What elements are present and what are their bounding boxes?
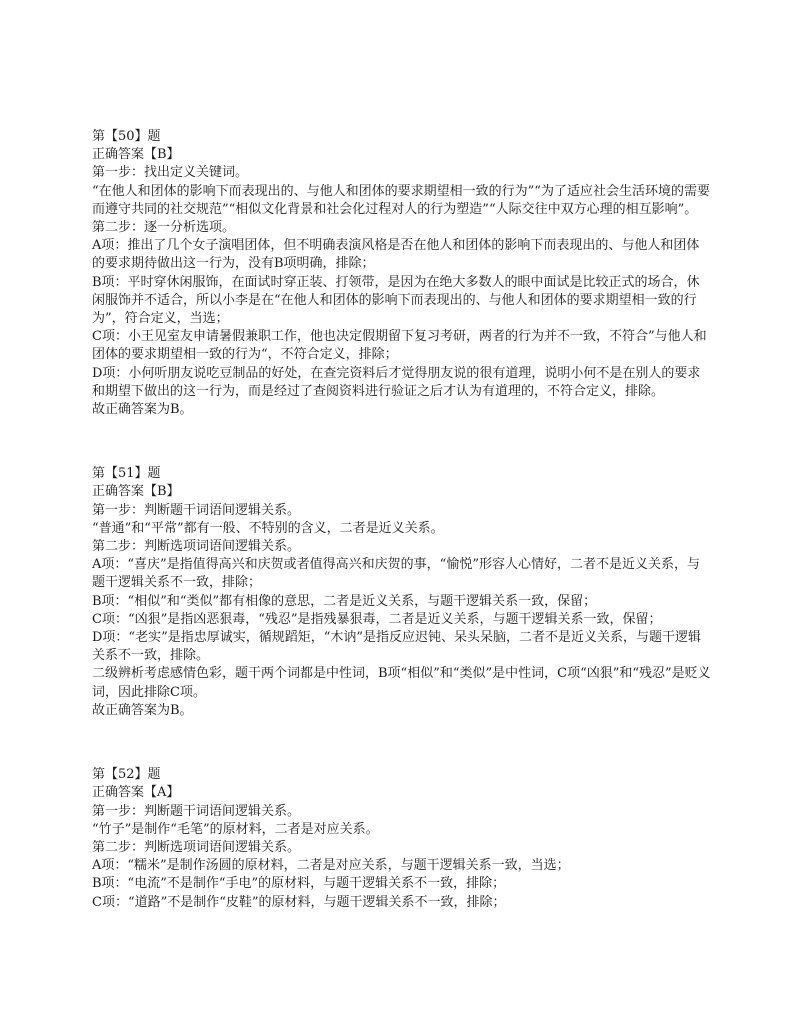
explanation-line: 第一步：判断题干词语间逻辑关系。 [92, 803, 301, 819]
final-answer: 故正确答案为B。 [92, 402, 193, 418]
question-title: 第【52】题 [92, 767, 161, 783]
explanation-line: “竹子”是制作“毛笔”的原材料，二者是对应关系。 [92, 821, 379, 837]
section-spacer [92, 419, 712, 465]
section-spacer [92, 720, 712, 766]
correct-answer: 正确答案【A】 [92, 785, 180, 801]
correct-answer: 正确答案【B】 [92, 484, 180, 500]
document-page [92, 128, 712, 912]
explanation-line: 第二步：逐一分析选项。 [92, 220, 236, 236]
explanation-line: 第二步：判断选项词语间逻辑关系。 [92, 539, 301, 555]
explanation-line: B项：“相似”和“类似”都有相像的意思，二者是近义关系，与题干逻辑关系一致，保留； [92, 593, 597, 609]
explanation-line: 第二步：判断选项词语间逻辑关系。 [92, 839, 301, 855]
explanation-line: “在他人和团体的影响下而表现出的、与他人和团体的要求期望相一致的行为”“为了适应社会生活环境的需要而遵守共同的社交规范”“相似文化背景和社会化过程对人的行为塑造”“人际交往中双方心理的相互影响”。 [92, 183, 710, 217]
explanation-line: B项：平时穿休闲服饰，在面试时穿正装、打领带，是因为在绝大多数人的眼中面试是比较正式的场合，休闲服饰并不适合，所以小李是在“在他人和团体的影响下而表现出的、与他人和团体的要求期望相一致的行为”，符合定义，当选； [92, 274, 700, 327]
question-50 [92, 128, 712, 419]
question-51 [92, 465, 712, 720]
explanation-line: 二级辨析考虑感情色彩，题干两个词都是中性词，B项“相似”和“类似”是中性词，C项“凶狠”和“残忍”是贬义词，因此排除C项。 [92, 666, 711, 700]
correct-answer: 正确答案【B】 [92, 147, 180, 163]
explanation-line: B项：“电流”不是制作“手电”的原材料，与题干逻辑关系不一致，排除； [92, 876, 506, 892]
explanation-line: C项：“道路”不是制作“皮鞋”的原材料，与题干逻辑关系不一致，排除； [92, 894, 506, 910]
question-52 [92, 766, 712, 912]
question-title: 第【50】题 [92, 129, 161, 144]
explanation-line: A项：“糯米”是制作汤圆的原材料，二者是对应关系，与题干逻辑关系一致，当选； [92, 858, 570, 874]
explanation-line: C项：小王见室友申请暑假兼职工作，他也决定假期留下复习考研，两者的行为并不一致，不符合”与他人和团体的要求期望相一致的行为“，不符合定义，排除； [92, 329, 707, 363]
explanation-line: A项：推出了几个女子演唱团体，但不明确表演风格是否在他人和团体的影响下而表现出的、与他人和团体的要求期待做出这一行为，没有B项明确，排除； [92, 238, 700, 272]
question-title: 第【51】题 [92, 466, 161, 482]
explanation-line: 第一步：判断题干词语间逻辑关系。 [92, 502, 301, 518]
explanation-line: A项：“喜庆”是指值得高兴和庆贺或者值得高兴和庆贺的事，“愉悦”形容人心情好，二者不是近义关系，与题干逻辑关系不一致，排除； [92, 557, 700, 591]
final-answer: 故正确答案为B。 [92, 702, 193, 718]
explanation-line: D项：“老实”是指忠厚诚实，循规蹈矩，“木讷”是指反应迟钝、呆头呆脑，二者不是近义关系，与题干逻辑关系不一致，排除。 [92, 630, 702, 664]
explanation-line: C项：“凶狠”是指凶恶狠毒，“残忍”是指残暴狠毒，二者是近义关系，与题干逻辑关系一致，保留； [92, 611, 662, 627]
explanation-line: “普通”和“平常”都有一般、不特别的含义，二者是近义关系。 [92, 520, 444, 536]
explanation-line: D项：小何听朋友说吃豆制品的好处，在查完资料后才觉得朋友说的很有道理，说明小何不是在别人的要求和期望下做出的这一行为，而是经过了查阅资料进行验证之后才认为有道理的，不符合定义，排除。 [92, 365, 701, 399]
explanation-line: 第一步：找出定义关键词。 [92, 165, 249, 181]
